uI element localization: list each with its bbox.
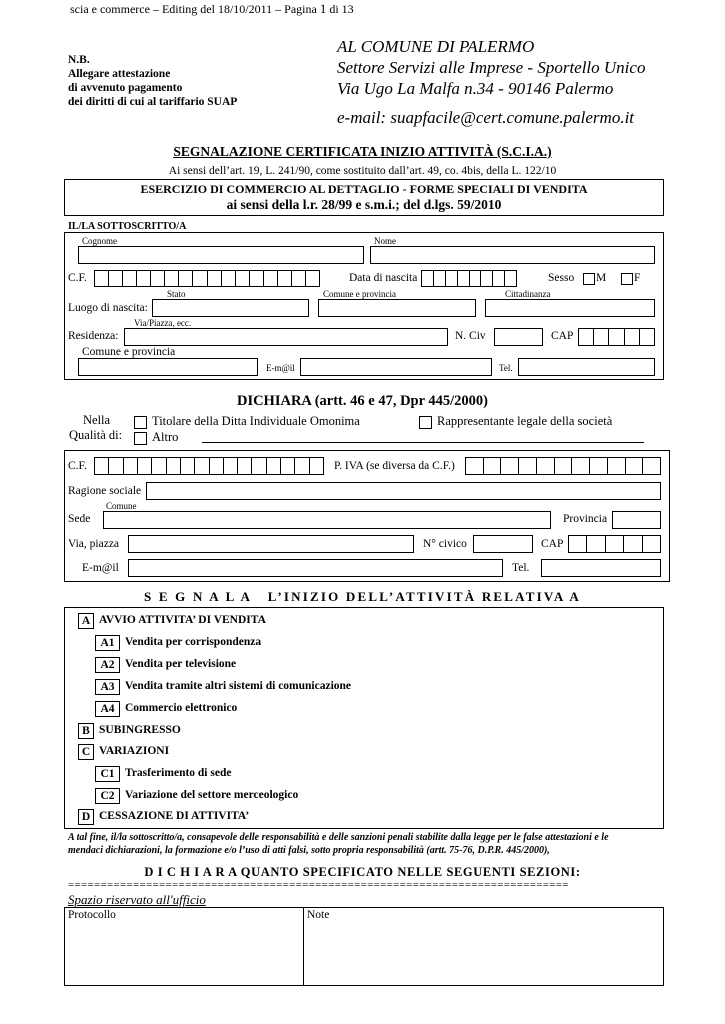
option-a4-code[interactable]: A4 bbox=[95, 701, 120, 717]
recipient-office: Settore Servizi alle Imprese - Sportello Unico bbox=[337, 58, 646, 77]
residence-municipality-field[interactable] bbox=[78, 358, 258, 376]
legal-rep-label: Rappresentante legale della società bbox=[437, 414, 613, 428]
option-c-code[interactable]: C bbox=[78, 744, 94, 760]
declaration-heading: DICHIARA (artt. 46 e 47, Dpr 445/2000) bbox=[236, 393, 489, 409]
running-header bbox=[70, 1, 354, 17]
street-caption: Via/Piazza, ecc. bbox=[134, 318, 192, 328]
separator-line: ============================================================================= bbox=[68, 879, 569, 891]
residence-street-field[interactable] bbox=[124, 328, 448, 346]
signer-heading: IL/LA SOTTOSCRITTO/A bbox=[68, 221, 187, 232]
recipient-street: Via Ugo La Malfa n.34 - 90146 Palermo bbox=[337, 79, 614, 98]
office-reserved-heading: Spazio riservato all'ufficio bbox=[68, 892, 206, 907]
sex-female-label: F bbox=[634, 272, 641, 284]
birth-municipality-field[interactable] bbox=[318, 299, 476, 317]
office-reserved-section bbox=[64, 907, 664, 986]
company-phone-field[interactable] bbox=[541, 559, 661, 577]
option-a-label: AVVIO ATTIVITA’ DI VENDITA bbox=[99, 614, 266, 626]
company-civic-field[interactable] bbox=[473, 535, 533, 553]
option-a1-code[interactable]: A1 bbox=[95, 635, 120, 651]
disclaimer-line-1: A tal fine, il/la sottoscritto/a, consapevole delle responsabilità e delle sanzioni penali stabilite dalla legge per le false attestazioni e le bbox=[68, 832, 609, 843]
sex-female-checkbox[interactable] bbox=[621, 273, 633, 285]
surname-field[interactable] bbox=[78, 246, 364, 264]
company-civic-label: N° civico bbox=[423, 538, 467, 550]
company-phone-label: Tel. bbox=[512, 562, 530, 574]
nb-note bbox=[68, 53, 237, 109]
owner-checkbox[interactable] bbox=[134, 416, 147, 429]
company-name-label: Ragione sociale bbox=[68, 485, 142, 497]
house-number-label: N. Civ bbox=[455, 330, 486, 342]
recipient-address bbox=[337, 36, 645, 128]
cf-field[interactable] bbox=[94, 270, 320, 287]
option-a3-code[interactable]: A3 bbox=[95, 679, 120, 695]
capacity-label-1: Nella bbox=[83, 413, 111, 427]
house-number-field[interactable] bbox=[494, 328, 543, 346]
sex-male-label: M bbox=[596, 272, 607, 284]
form-subtitle: Ai sensi dell’art. 19, L. 241/90, come sostituito dall’art. 49, co. 4bis, della L. 122/10 bbox=[168, 165, 557, 177]
option-b-label: SUBINGRESSO bbox=[99, 724, 181, 736]
citizenship-field[interactable] bbox=[485, 299, 655, 317]
option-d-code[interactable]: D bbox=[78, 809, 94, 825]
postcode-field[interactable] bbox=[578, 328, 655, 346]
birth-state-field[interactable] bbox=[152, 299, 309, 317]
option-a4-label: Commercio elettronico bbox=[125, 702, 238, 714]
owner-label: Titolare della Ditta Individuale Omonima bbox=[152, 414, 360, 428]
nb-title: N.B. bbox=[68, 54, 90, 66]
other-label: Altro bbox=[152, 430, 179, 444]
birthdate-field[interactable] bbox=[421, 270, 517, 287]
sex-male-checkbox[interactable] bbox=[583, 273, 595, 285]
notify-heading: S E G N A L A L’INIZIO DELL’ATTIVITÀ RELATIVA A bbox=[143, 589, 582, 604]
birth-municipality-caption: Comune e provincia bbox=[323, 289, 396, 299]
residence-municipality-caption: Comune e provincia bbox=[82, 346, 176, 358]
legal-rep-checkbox[interactable] bbox=[419, 416, 432, 429]
disclaimer bbox=[68, 831, 668, 857]
office-divider bbox=[303, 907, 304, 986]
citizenship-caption: Cittadinanza bbox=[505, 289, 551, 299]
postcode-label: CAP bbox=[551, 330, 574, 342]
residence-label: Residenza: bbox=[68, 330, 119, 342]
seat-municipality-caption: Comune bbox=[106, 501, 137, 511]
option-c1-label: Trasferimento di sede bbox=[125, 767, 232, 779]
option-a2-label: Vendita per televisione bbox=[125, 658, 237, 670]
company-email-field[interactable] bbox=[128, 559, 503, 577]
recipient-email: e-mail: suapfacile@cert.comune.palermo.it bbox=[337, 108, 635, 127]
other-input-line[interactable] bbox=[202, 442, 644, 443]
notes-label: Note bbox=[307, 909, 330, 921]
option-c1-code[interactable]: C1 bbox=[95, 766, 120, 782]
page-number: 1 bbox=[319, 1, 327, 16]
nb-line-3: dei diritti di cui al tariffario SUAP bbox=[68, 96, 238, 108]
nb-line-1: Allegare attestazione bbox=[68, 68, 171, 80]
option-a2-code[interactable]: A2 bbox=[95, 657, 120, 673]
company-name-field[interactable] bbox=[146, 482, 661, 500]
company-postcode-label: CAP bbox=[541, 538, 564, 550]
nb-line-2: di avvenuto pagamento bbox=[68, 82, 183, 94]
person-email-label: E-m@il bbox=[266, 363, 295, 373]
company-cf-field[interactable] bbox=[94, 457, 324, 475]
form-title: SEGNALAZIONE CERTIFICATA INIZIO ATTIVITÀ (S.C.I.A.) bbox=[173, 144, 552, 159]
protocol-label: Protocollo bbox=[68, 909, 116, 921]
option-c2-label: Variazione del settore merceologico bbox=[125, 789, 299, 801]
recipient-name: AL COMUNE DI PALERMO bbox=[337, 37, 535, 56]
seat-field[interactable] bbox=[103, 511, 551, 529]
running-title: scia e commerce – Editing del 18/10/2011 – Pagina bbox=[70, 2, 317, 16]
activity-banner bbox=[64, 179, 664, 216]
person-email-field[interactable] bbox=[300, 358, 492, 376]
cf-label: C.F. bbox=[68, 272, 87, 284]
sex-label: Sesso bbox=[548, 272, 575, 284]
sections-heading: D I C H I A R A QUANTO SPECIFICATO NELLE SEGUENTI SEZIONI: bbox=[144, 865, 581, 879]
vat-field[interactable] bbox=[465, 457, 661, 475]
option-a3-label: Vendita tramite altri sistemi di comunicazione bbox=[125, 680, 352, 692]
option-b-code[interactable]: B bbox=[78, 723, 94, 739]
capacity-label-2: Qualità di: bbox=[69, 428, 123, 442]
company-email-label: E-m@il bbox=[82, 562, 119, 574]
company-cf-label: C.F. bbox=[68, 460, 87, 472]
banner-line-2: ai sensi della l.r. 28/99 e s.m.i.; del d.lgs. 59/2010 bbox=[226, 197, 502, 212]
person-phone-label: Tel. bbox=[499, 363, 513, 373]
province-field[interactable] bbox=[612, 511, 661, 529]
surname-caption: Cognome bbox=[82, 236, 117, 246]
person-phone-field[interactable] bbox=[518, 358, 655, 376]
name-caption: Nome bbox=[374, 236, 396, 246]
option-a1-label: Vendita per corrispondenza bbox=[125, 636, 262, 648]
option-c-label: VARIAZIONI bbox=[99, 745, 170, 757]
birthdate-label: Data di nascita bbox=[349, 272, 418, 284]
province-label: Provincia bbox=[563, 513, 608, 525]
option-c2-code[interactable]: C2 bbox=[95, 788, 120, 804]
company-street-field[interactable] bbox=[128, 535, 414, 553]
option-d-label: CESSAZIONE DI ATTIVITA’ bbox=[99, 810, 250, 822]
seat-label: Sede bbox=[68, 513, 91, 525]
state-caption: Stato bbox=[167, 289, 186, 299]
banner-line-1: ESERCIZIO DI COMMERCIO AL DETTAGLIO - FORME SPECIALI DI VENDITA bbox=[140, 182, 588, 196]
name-field[interactable] bbox=[370, 246, 655, 264]
company-postcode-field[interactable] bbox=[568, 535, 661, 553]
company-street-label: Via, piazza bbox=[68, 538, 120, 550]
vat-label: P. IVA (se diversa da C.F.) bbox=[334, 460, 455, 472]
option-a-code[interactable]: A bbox=[78, 613, 94, 629]
page-total: di 13 bbox=[329, 2, 354, 16]
other-checkbox[interactable] bbox=[134, 432, 147, 445]
disclaimer-line-2: mendaci dichiarazioni, la formazione e/o l’uso di atti falsi, sotto propria responsabilità (artt. 75-76, D.P.R. 445/2000), bbox=[68, 845, 550, 856]
birthplace-label: Luogo di nascita: bbox=[68, 302, 148, 314]
